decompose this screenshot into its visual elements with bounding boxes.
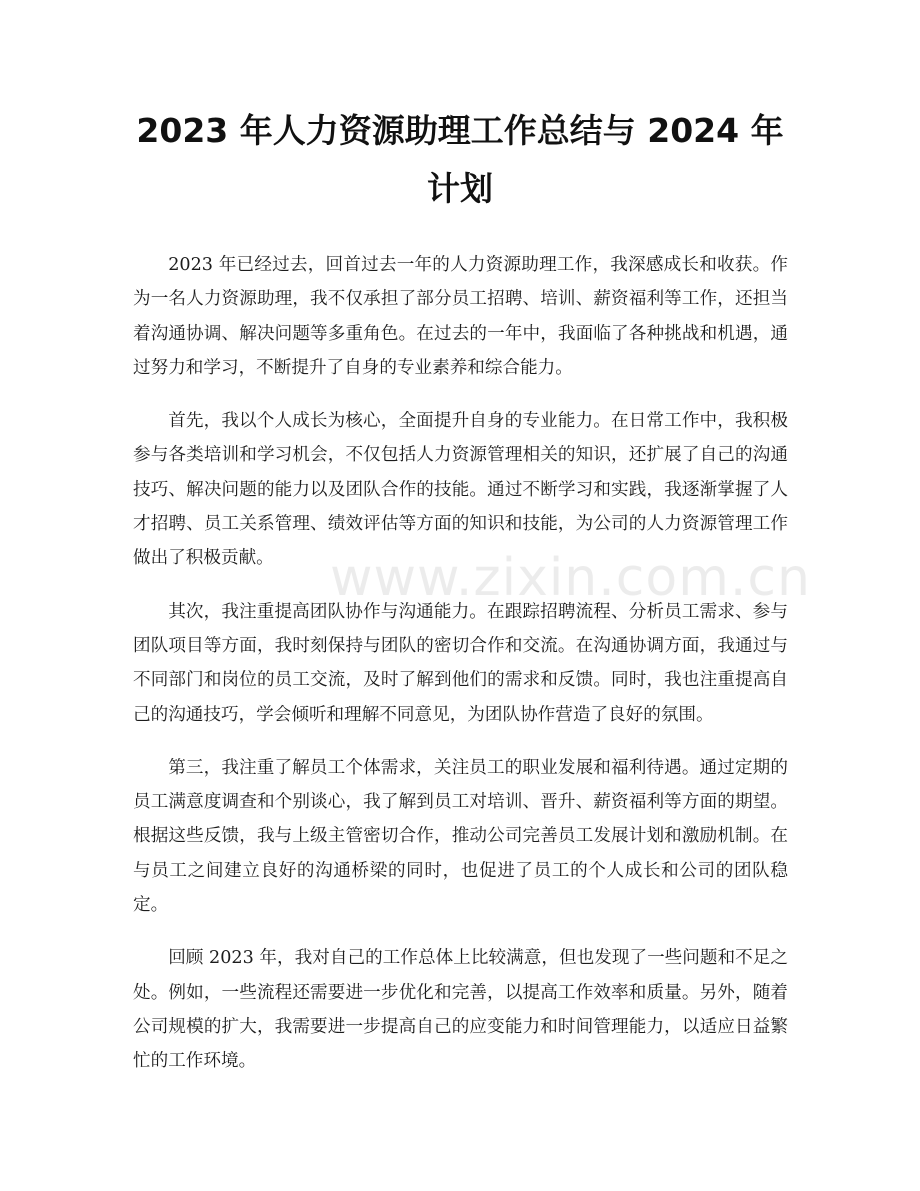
- watermark: www.zixin.com.cn: [330, 548, 811, 608]
- paragraph-3: 其次，我注重提高团队协作与沟通能力。在跟踪招聘流程、分析员工需求、参与团队项目等方面，我时刻保持与团队的密切合作和交流。在沟通协调方面，我通过与不同部门和岗位的员工交流，及时了解到他们的需求和反馈。同时，我也注重提高自己的沟通技巧，学会倾听和理解不同意见，为团队协作营造了良好的氛围。: [133, 601, 788, 725]
- paragraph-2: 首先，我以个人成长为核心，全面提升自身的专业能力。在日常工作中，我积极参与各类培训和学习机会，不仅包括人力资源管理相关的知识，还扩展了自己的沟通技巧、解决问题的能力以及团队合作的技能。通过不断学习和实践，我逐渐掌握了人才招聘、员工关系管理、绩效评估等方面的知识和技能，为公司的人力资源管理工作做出了积极贡献。: [133, 411, 788, 569]
- paragraph-4: 第三，我注重了解员工个体需求，关注员工的职业发展和福利待遇。通过定期的员工满意度调查和个别谈心，我了解到员工对培训、晋升、薪资福利等方面的期望。根据这些反馈，我与上级主管密切合作，推动公司完善员工发展计划和激励机制。在与员工之间建立良好的沟通桥梁的同时，也促进了员工的个人成长和公司的团队稳定。: [133, 757, 788, 916]
- paragraph-5: 回顾 2023 年，我对自己的工作总体上比较满意，但也发现了一些问题和不足之处。例如，一些流程还需要进一步优化和完善，以提高工作效率和质量。另外，随着公司规模的扩大，我需要进一步提高自己的应变能力和时间管理能力，以适应日益繁忙的工作环境。: [133, 948, 788, 1072]
- document-body: [133, 248, 811, 1098]
- document-title: 2023 年人力资源助理工作总结与 2024 年计划: [136, 111, 784, 208]
- paragraph-1: 2023 年已经过去，回首过去一年的人力资源助理工作，我深感成长和收获。作为一名人力资源助理，我不仅承担了部分员工招聘、培训、薪资福利等工作，还担当着沟通协调、解决问题等多重角色。在过去的一年中，我面临了各种挑战和机遇，通过努力和学习，不断提升了自身的专业素养和综合能力。: [133, 255, 788, 378]
